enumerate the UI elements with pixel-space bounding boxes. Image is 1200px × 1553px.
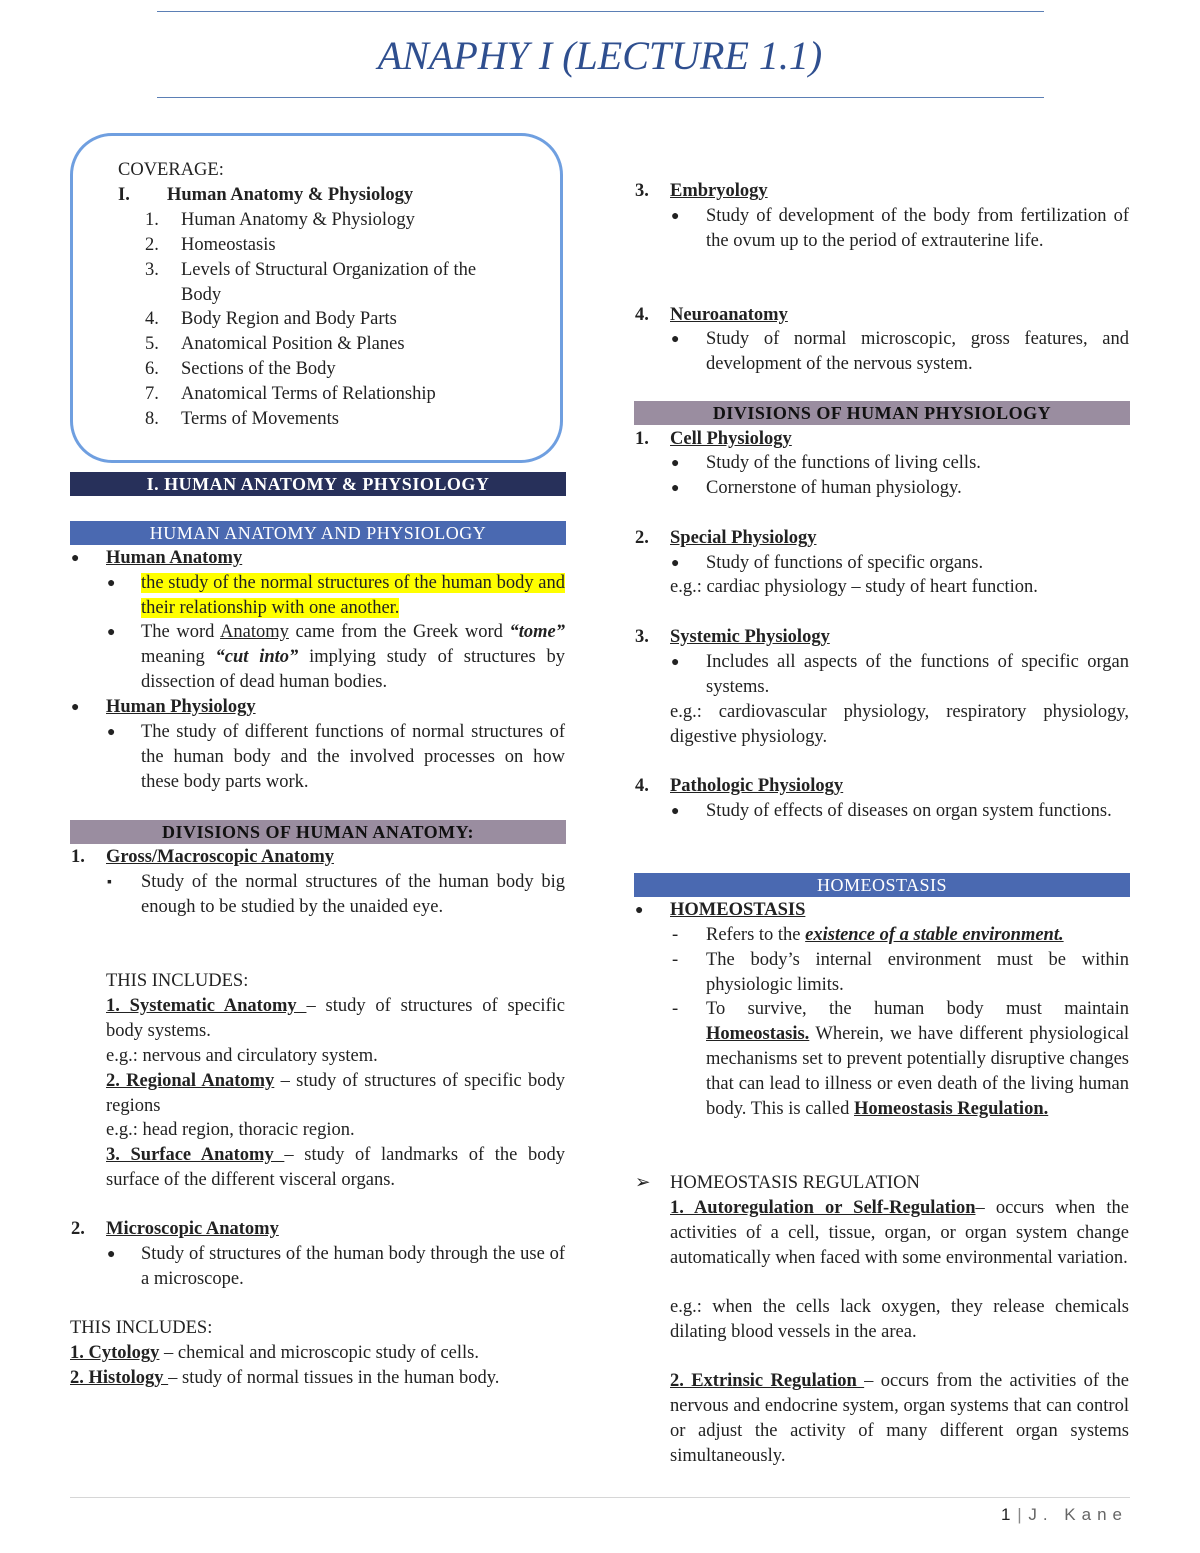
systemic-physiology-point: Includes all aspects of the functions of specific organ systems. bbox=[706, 652, 1129, 697]
page-footer bbox=[1001, 1505, 1128, 1525]
gross-anatomy-definition: Study of the normal structures of the human body big enough to be studied by the unaided eye. bbox=[141, 872, 565, 917]
section-bar-main: I. HUMAN ANATOMY & PHYSIOLOGY bbox=[70, 472, 566, 496]
bullet-icon: ● bbox=[671, 804, 680, 819]
bullet-icon: ● bbox=[671, 209, 680, 224]
human-physiology-heading: Human Physiology bbox=[106, 697, 256, 717]
section-bar-divisions-anatomy: DIVISIONS OF HUMAN ANATOMY: bbox=[70, 820, 566, 844]
special-physiology-num: 2. bbox=[635, 528, 649, 548]
bullet-icon: ● bbox=[107, 725, 116, 740]
histology: 2. Histology – study of normal tissues in the human body. bbox=[70, 1368, 500, 1388]
cell-physiology-point: Study of the functions of living cells. bbox=[706, 453, 981, 473]
homeostasis-point: To survive, the human body must maintain Homeostasis. Wherein, we have different physiological mechanisms set to prevent potentially disruptive changes that can lead to illness or even death of the living human body. This is called Homeostasis Regulation. bbox=[706, 999, 1129, 1119]
anatomy-etymology: The word Anatomy came from the Greek word “tome” meaning “cut into” implying study of structures by dissection of dead human bodies. bbox=[141, 622, 566, 692]
bullet-icon: ● bbox=[107, 576, 116, 591]
coverage-item: Terms of Movements bbox=[181, 409, 339, 429]
coverage-item: Homeostasis bbox=[181, 235, 276, 255]
footer-author: J. Kane bbox=[1028, 1505, 1128, 1524]
micro-num: 2. bbox=[71, 1219, 85, 1239]
autoregulation-example: e.g.: when the cells lack oxygen, they release chemicals dilating blood vessels in the area. bbox=[670, 1297, 1129, 1342]
bullet-icon: ● bbox=[107, 1247, 116, 1262]
neuroanatomy-num: 4. bbox=[635, 305, 649, 325]
footer-rule bbox=[70, 1497, 1130, 1498]
embryology-num: 3. bbox=[635, 181, 649, 201]
autoregulation: 1. Autoregulation or Self-Regulation– occurs when the activities of a cell, tissue, organ, or organ system change automatically when faced with some environmental variation. bbox=[670, 1198, 1129, 1268]
bullet-icon: ● bbox=[671, 481, 680, 496]
coverage-item: Human Anatomy & Physiology bbox=[181, 210, 415, 230]
pathologic-physiology-num: 4. bbox=[635, 776, 649, 796]
special-physiology-example: e.g.: cardiac physiology – study of heart function. bbox=[670, 577, 1038, 597]
header-top-rule bbox=[157, 11, 1044, 12]
systematic-anatomy: 1. Systematic Anatomy – study of structures of specific body systems. bbox=[106, 996, 566, 1041]
embryology-definition: Study of development of the body from fertilization of the ovum up to the period of extrauterine life. bbox=[706, 206, 1129, 251]
coverage-section-title: Human Anatomy & Physiology bbox=[167, 185, 414, 205]
dash-marker: - bbox=[672, 925, 679, 945]
footer-separator: | bbox=[1017, 1505, 1023, 1524]
section-bar-anatomy-physiology: HUMAN ANATOMY AND PHYSIOLOGY bbox=[70, 521, 566, 545]
coverage-item-num: 8. bbox=[145, 409, 159, 429]
coverage-item: Body Region and Body Parts bbox=[181, 309, 397, 329]
surface-anatomy: 3. Surface Anatomy – study of landmarks of the body surface of the different visceral organs. bbox=[106, 1145, 565, 1190]
arrow-icon: ➢ bbox=[635, 1173, 651, 1193]
systematic-example: e.g.: nervous and circulatory system. bbox=[106, 1046, 378, 1066]
section-bar-homeostasis: HOMEOSTASIS bbox=[634, 873, 1130, 897]
coverage-item: Body bbox=[181, 285, 222, 305]
microscopic-anatomy-heading: Microscopic Anatomy bbox=[106, 1219, 279, 1239]
neuroanatomy-definition: Study of normal microscopic, gross features, and development of the nervous system. bbox=[706, 329, 1129, 374]
coverage-section-num: I. bbox=[118, 185, 130, 205]
coverage-item-num: 5. bbox=[145, 334, 159, 354]
cell-physiology-point: Cornerstone of human physiology. bbox=[706, 478, 962, 498]
this-includes-label-2: THIS INCLUDES: bbox=[70, 1318, 213, 1338]
regional-example: e.g.: head region, thoracic region. bbox=[106, 1120, 355, 1140]
section-bar-divisions-physiology: DIVISIONS OF HUMAN PHYSIOLOGY bbox=[634, 401, 1130, 425]
coverage-item-num: 2. bbox=[145, 235, 159, 255]
page-number: 1 bbox=[1000, 1505, 1012, 1524]
human-physiology-definition: The study of different functions of normal structures of the human body and the involved processes on how these body parts work. bbox=[141, 722, 565, 792]
homeostasis-regulation-heading: HOMEOSTASIS REGULATION bbox=[670, 1173, 920, 1193]
dash-marker: - bbox=[672, 999, 679, 1019]
coverage-item: Anatomical Terms of Relationship bbox=[181, 384, 436, 404]
bullet-icon: ● bbox=[671, 332, 680, 347]
header-bottom-rule bbox=[157, 97, 1044, 98]
pathologic-physiology-heading: Pathologic Physiology bbox=[670, 776, 844, 796]
this-includes-label: THIS INCLUDES: bbox=[106, 971, 249, 991]
embryology-heading: Embryology bbox=[670, 181, 768, 201]
bullet-icon: ● bbox=[671, 456, 680, 471]
coverage-item: Anatomical Position & Planes bbox=[181, 334, 405, 354]
special-physiology-heading: Special Physiology bbox=[670, 528, 817, 548]
neuroanatomy-heading: Neuroanatomy bbox=[670, 305, 788, 325]
human-anatomy-heading: Human Anatomy bbox=[106, 548, 243, 568]
dash-marker: - bbox=[672, 950, 679, 970]
microscopic-anatomy-definition: Study of structures of the human body through the use of a microscope. bbox=[141, 1244, 565, 1289]
gross-num: 1. bbox=[71, 847, 85, 867]
cytology: 1. Cytology – chemical and microscopic study of cells. bbox=[70, 1343, 479, 1363]
homeostasis-heading: HOMEOSTASIS bbox=[670, 900, 806, 920]
regional-anatomy: 2. Regional Anatomy – study of structures of specific body regions bbox=[106, 1071, 565, 1116]
bullet-icon: ● bbox=[107, 625, 116, 640]
bullet-icon: ● bbox=[635, 903, 644, 918]
coverage-item-num: 7. bbox=[145, 384, 159, 404]
gross-anatomy-heading: Gross/Macroscopic Anatomy bbox=[106, 847, 334, 867]
coverage-item-num: 1. bbox=[145, 210, 159, 230]
systemic-physiology-example: e.g.: cardiovascular physiology, respiratory physiology, digestive physiology. bbox=[670, 702, 1129, 747]
bullet-icon: ● bbox=[71, 700, 80, 715]
coverage-item: Sections of the Body bbox=[181, 359, 336, 379]
bullet-icon: ▪ bbox=[107, 875, 112, 890]
coverage-item-num: 4. bbox=[145, 309, 159, 329]
cell-physiology-num: 1. bbox=[635, 429, 649, 449]
bullet-icon: ● bbox=[71, 551, 80, 566]
systemic-physiology-heading: Systemic Physiology bbox=[670, 627, 830, 647]
homeostasis-point: Refers to the existence of a stable environment. bbox=[706, 925, 1064, 945]
coverage-heading: COVERAGE: bbox=[118, 160, 224, 180]
special-physiology-point: Study of functions of specific organs. bbox=[706, 553, 984, 573]
coverage-item: Levels of Structural Organization of the bbox=[181, 260, 477, 280]
homeostasis-point: The body’s internal environment must be within physiologic limits. bbox=[706, 950, 1129, 995]
page-title: ANAPHY I (LECTURE 1.1) bbox=[377, 33, 823, 78]
cell-physiology-heading: Cell Physiology bbox=[670, 429, 792, 449]
systemic-physiology-num: 3. bbox=[635, 627, 649, 647]
coverage-item-num: 3. bbox=[145, 260, 159, 280]
bullet-icon: ● bbox=[671, 655, 680, 670]
coverage-item-num: 6. bbox=[145, 359, 159, 379]
bullet-icon: ● bbox=[671, 556, 680, 571]
extrinsic-regulation: 2. Extrinsic Regulation – occurs from the activities of the nervous and endocrine system, organ systems that can control or adjust the activity of many different organ systems simultaneously. bbox=[670, 1371, 1129, 1466]
human-anatomy-definition: the study of the normal structures of the human body and their relationship with one another. bbox=[141, 573, 565, 618]
pathologic-physiology-point: Study of effects of diseases on organ system functions. bbox=[706, 801, 1112, 821]
